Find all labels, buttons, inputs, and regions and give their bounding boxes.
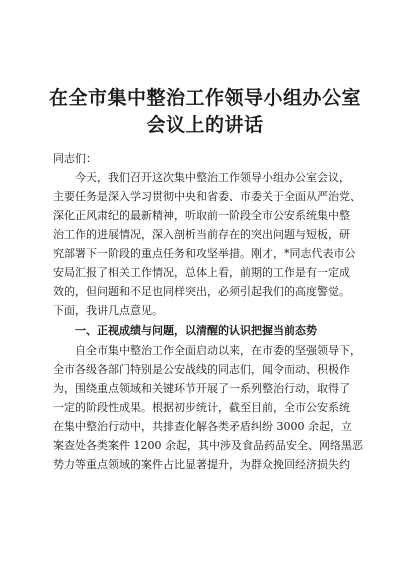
body-line: 下面，我讲几点意见。 <box>53 304 163 317</box>
body-line: 自全市集中整治工作全面启动以来，在市委的坚强领导下， <box>53 344 361 357</box>
body-line: 为，围绕重点领域和关键环节开展了一系列整治行动，取得了 <box>53 382 350 395</box>
document-title-line-1: 在全市集中整治工作领导小组办公室 <box>48 87 361 109</box>
body-line: 治工作的进展情况，深入剖析当前存在的突出问题与短板，研 <box>53 228 350 241</box>
body-line: 深化正风肃纪的最新精神，听取前一阶段全市公安系统集中整 <box>53 209 350 222</box>
body-line: 一定的阶段性成果。根据初步统计，截至目前，全市公安系统 <box>53 401 350 414</box>
salutation: 同志们： <box>53 152 97 165</box>
body-line: 究部署下一阶段的重点任务和攻坚举措。刚才，*同志代表市公 <box>53 247 356 260</box>
section-heading: 一、正视成绩与问题，以清醒的认识把握当前态势 <box>53 324 317 337</box>
body-line: 全市各级各部门特别是公安战线的同志们，闻令而动、积极作 <box>53 363 350 376</box>
body-line: 案查处各类案件 1200 余起，其中涉及食品药品安全、网络黑恶 <box>53 439 363 452</box>
body-line: 安局汇报了相关工作情况，总体上看，前期的工作是有一定成 <box>53 266 350 279</box>
body-line: 主要任务是深入学习贯彻中央和省委、市委关于全面从严治党、 <box>53 190 361 203</box>
body-line: 今天，我们召开这次集中整治工作领导小组办公室会议， <box>53 171 350 184</box>
document-title-line-2: 会议上的讲话 <box>146 114 264 136</box>
body-line: 效的，但问题和不足也同样突出，必须引起我们的高度警觉。 <box>53 285 350 298</box>
body-line: 势力等重点领域的案件占比显著提升，为群众挽回经济损失约 <box>53 458 350 471</box>
body-line: 在集中整治行动中，共排查化解各类矛盾纠纷 3000 余起，立 <box>53 420 352 433</box>
